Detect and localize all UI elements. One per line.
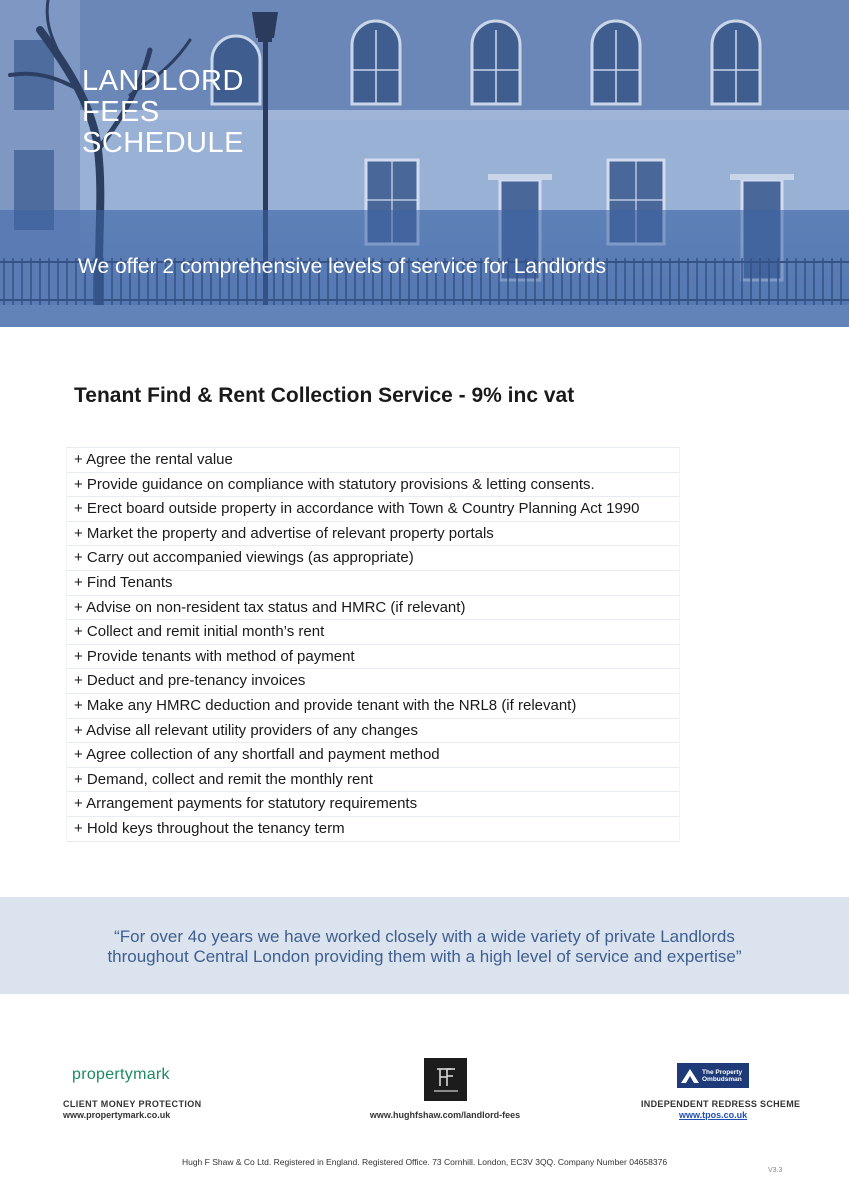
hughfshaw-monogram-icon xyxy=(424,1058,467,1101)
list-item: + Provide guidance on compliance with statutory provisions & letting consents. xyxy=(66,473,680,498)
service-list xyxy=(66,447,680,842)
hero-subtitle: We offer 2 comprehensive levels of service for Landlords xyxy=(78,255,606,278)
quote xyxy=(0,927,849,967)
quote-line: “For over 4o years we have worked closely with a wide variety of private Landlords xyxy=(114,927,735,946)
list-item: + Advise all relevant utility providers of any changes xyxy=(66,719,680,744)
list-item: + Market the property and advertise of relevant property portals xyxy=(66,522,680,547)
list-item: + Agree the rental value xyxy=(66,448,680,473)
tpos-link[interactable]: www.tpos.co.uk xyxy=(679,1110,748,1120)
list-item: + Advise on non-resident tax status and HMRC (if relevant) xyxy=(66,596,680,621)
list-item: + Collect and remit initial month’s rent xyxy=(66,620,680,645)
list-item: + Provide tenants with method of payment xyxy=(66,645,680,670)
ombudsman-logo-line: The Property xyxy=(702,1068,743,1076)
list-item: + Demand, collect and remit the monthly rent xyxy=(66,768,680,793)
quote-line: throughout Central London providing them with a high level of service and expertise” xyxy=(107,947,742,966)
list-item: + Carry out accompanied viewings (as appropriate) xyxy=(66,546,680,571)
page-title-line: FEES xyxy=(82,96,160,128)
page-title-line: LANDLORD xyxy=(82,65,244,97)
client-money-protection-label: CLIENT MONEY PROTECTION xyxy=(63,1099,202,1109)
company-registration: Hugh F Shaw & Co Ltd. Registered in England. Registered Office. 73 Cornhill. London, EC3V 3QQ. Company Number 04658376 xyxy=(181,1157,668,1167)
page-title-line: SCHEDULE xyxy=(82,127,244,159)
ombudsman-logo-line: Ombudsman xyxy=(702,1075,742,1083)
version-label: V3.3 xyxy=(768,1167,783,1174)
list-item: + Find Tenants xyxy=(66,571,680,596)
service-title: Tenant Find & Rent Collection Service - 9% inc vat xyxy=(74,384,575,407)
list-item: + Hold keys throughout the tenancy term xyxy=(66,817,680,842)
redress-scheme-label: INDEPENDENT REDRESS SCHEME xyxy=(641,1099,801,1109)
propertymark-link[interactable]: www.propertymark.co.uk xyxy=(63,1110,171,1120)
hero-banner xyxy=(0,0,849,327)
list-item: + Agree collection of any shortfall and payment method xyxy=(66,743,680,768)
property-ombudsman-logo xyxy=(677,1063,749,1088)
list-item: + Erect board outside property in accordance with Town & Country Planning Act 1990 xyxy=(66,497,680,522)
list-item: + Arrangement payments for statutory requirements xyxy=(66,792,680,817)
list-item: + Make any HMRC deduction and provide tenant with the NRL8 (if relevant) xyxy=(66,694,680,719)
propertymark-logo: propertymark xyxy=(72,1066,170,1083)
list-item: + Deduct and pre-tenancy invoices xyxy=(66,669,680,694)
page-title xyxy=(82,66,302,159)
ombudsman-mountain-icon xyxy=(681,1069,699,1083)
landlord-fees-link[interactable]: www.hughfshaw.com/landlord-fees xyxy=(369,1110,521,1120)
